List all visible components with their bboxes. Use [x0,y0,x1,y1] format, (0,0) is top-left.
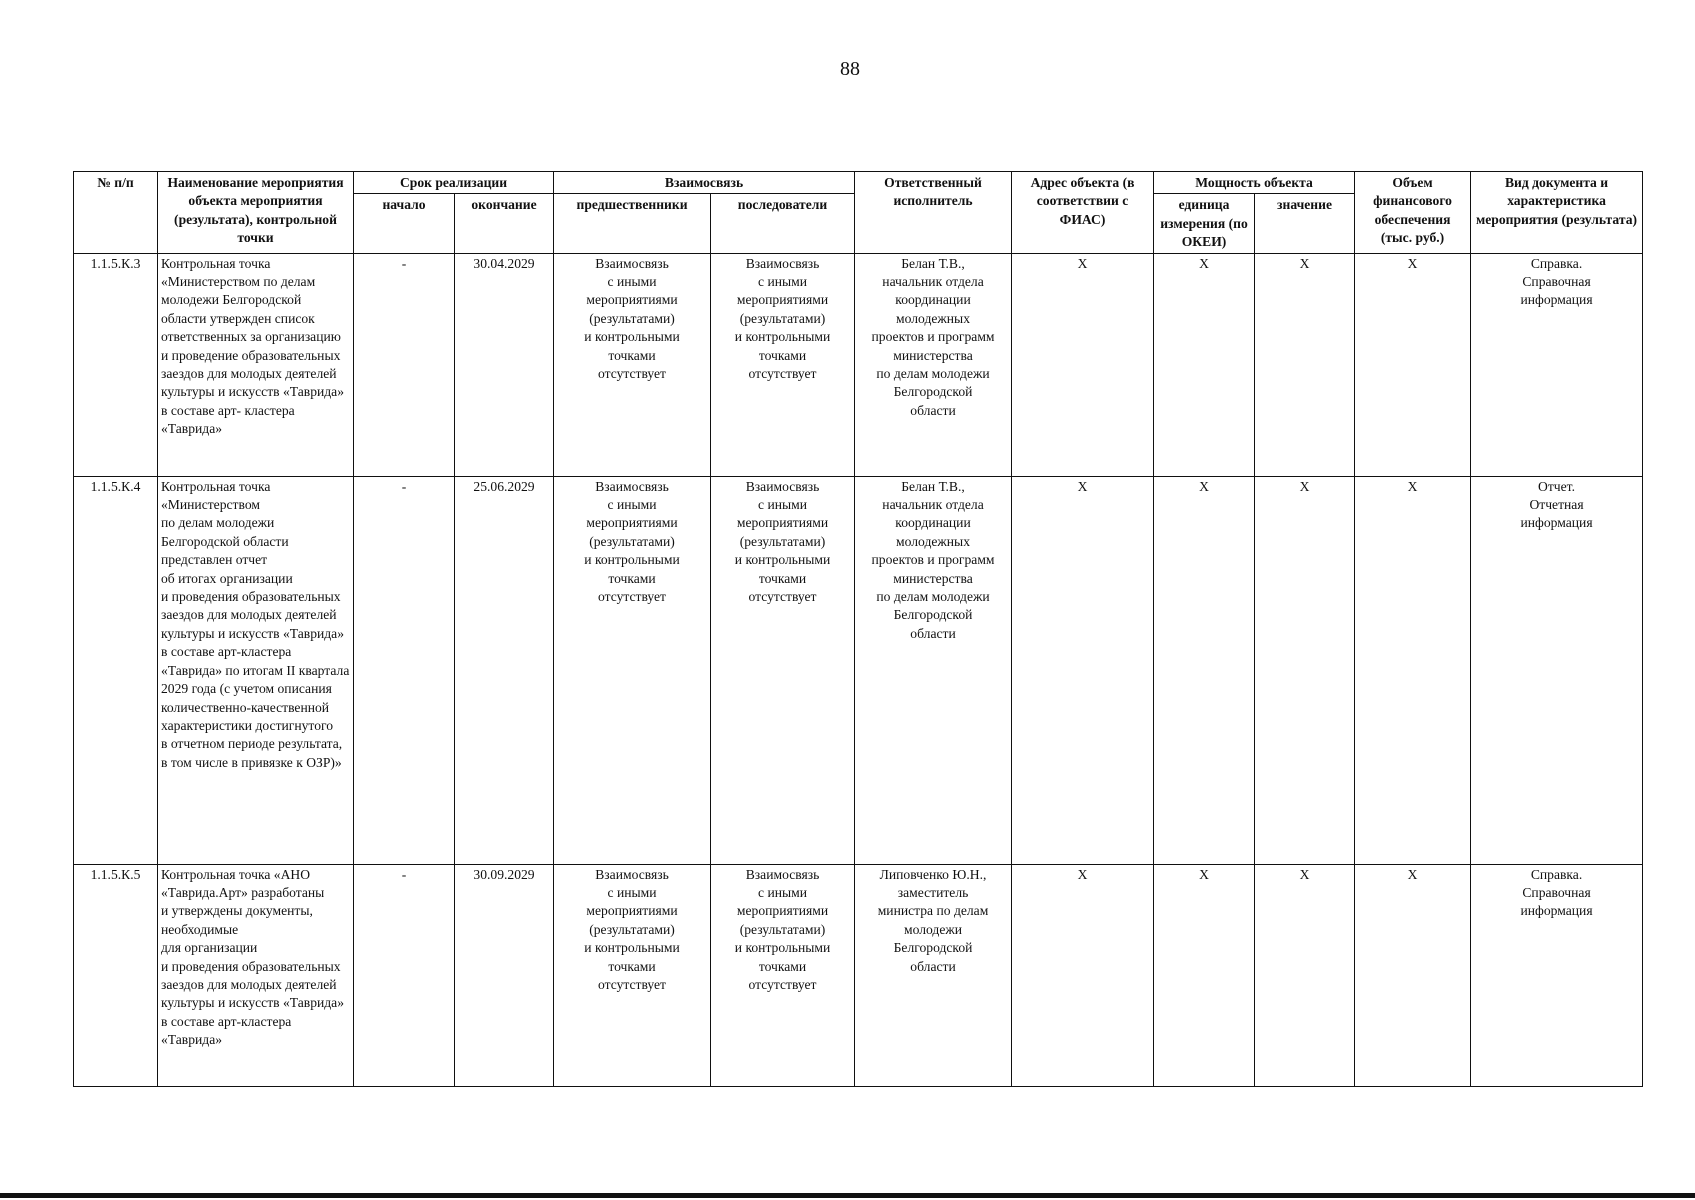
header-doc-type: Вид документа и характеристика мероприятия (результата) [1471,172,1643,254]
header-predecessors: предшественники [554,194,711,253]
row-name: Контрольная точка «Министерством по делам молодежи Белгородской области утвержден список ответственных за организацию и проведение образовательных заездов для молодых деятелей культуры и искусств «Таврида» в составе арт- кластера «Таврида» [158,253,354,476]
row-value: Х [1255,864,1355,1086]
row-finance: Х [1355,253,1471,476]
row-num: 1.1.5.К.5 [74,864,158,1086]
plan-table [73,171,1643,1087]
header-address: Адрес объекта (в соответствии с ФИАС) [1012,172,1154,254]
row-doc-type: Справка. Справочная информация [1471,864,1643,1086]
row-end: 30.09.2029 [455,864,554,1086]
header-responsible: Ответственный исполнитель [855,172,1012,254]
row-value: Х [1255,253,1355,476]
header-end: окончание [455,194,554,253]
header-period: Срок реализации [354,172,554,194]
row-doc-type: Отчет. Отчетная информация [1471,476,1643,864]
header-value: значение [1255,194,1355,253]
row-successors: Взаимосвязь с иными мероприятиями (результатами) и контрольными точками отсутствует [711,864,855,1086]
row-doc-type: Справка. Справочная информация [1471,253,1643,476]
row-responsible: Липовченко Ю.Н., заместитель министра по делам молодежи Белгородской области [855,864,1012,1086]
row-address: Х [1012,476,1154,864]
page-number: 88 [840,58,860,80]
header-unit: единица измерения (по ОКЕИ) [1154,194,1255,253]
row-unit: Х [1154,476,1255,864]
row-start: - [354,476,455,864]
row-value: Х [1255,476,1355,864]
row-unit: Х [1154,253,1255,476]
row-start: - [354,253,455,476]
header-start: начало [354,194,455,253]
row-name: Контрольная точка «АНО «Таврида.Арт» разработаны и утверждены документы, необходимые для организации и проведения образовательных заездов для молодых деятелей культуры и искусств «Таврида» в составе арт-кластера «Таврида» [158,864,354,1086]
row-successors: Взаимосвязь с иными мероприятиями (результатами) и контрольными точками отсутствует [711,253,855,476]
header-name: Наименование мероприятия объекта мероприятия (результата), контрольной точки [158,172,354,254]
scan-bottom-edge [0,1193,1695,1198]
header-num: № п/п [74,172,158,254]
row-predecessors: Взаимосвязь с иными мероприятиями (результатами) и контрольными точками отсутствует [554,476,711,864]
row-responsible: Белан Т.В., начальник отдела координации молодежных проектов и программ министерства по делам молодежи Белгородской области [855,476,1012,864]
row-address: Х [1012,253,1154,476]
table-row [74,253,1643,476]
header-relation: Взаимосвязь [554,172,855,194]
row-start: - [354,864,455,1086]
row-end: 25.06.2029 [455,476,554,864]
row-finance: Х [1355,864,1471,1086]
table-row [74,476,1643,864]
header-finance: Объем финансового обеспечения (тыс. руб.) [1355,172,1471,254]
row-predecessors: Взаимосвязь с иными мероприятиями (результатами) и контрольными точками отсутствует [554,253,711,476]
table-row [74,864,1643,1086]
row-num: 1.1.5.К.4 [74,476,158,864]
row-unit: Х [1154,864,1255,1086]
row-responsible: Белан Т.В., начальник отдела координации молодежных проектов и программ министерства по делам молодежи Белгородской области [855,253,1012,476]
header-successors: последователи [711,194,855,253]
row-finance: Х [1355,476,1471,864]
row-num: 1.1.5.К.3 [74,253,158,476]
row-successors: Взаимосвязь с иными мероприятиями (результатами) и контрольными точками отсутствует [711,476,855,864]
row-end: 30.04.2029 [455,253,554,476]
row-address: Х [1012,864,1154,1086]
row-predecessors: Взаимосвязь с иными мероприятиями (результатами) и контрольными точками отсутствует [554,864,711,1086]
header-capacity: Мощность объекта [1154,172,1355,194]
row-name: Контрольная точка «Министерством по делам молодежи Белгородской области представлен отчет об итогах организации и проведения образовательных заездов для молодых деятелей культуры и искусств «Таврида» в составе арт-кластера «Таврида» по итогам II квартала 2029 года (с учетом описания количественно-качественной характеристики достигнутого в отчетном периоде результата, в том числе в привязке к ОЗР)» [158,476,354,864]
